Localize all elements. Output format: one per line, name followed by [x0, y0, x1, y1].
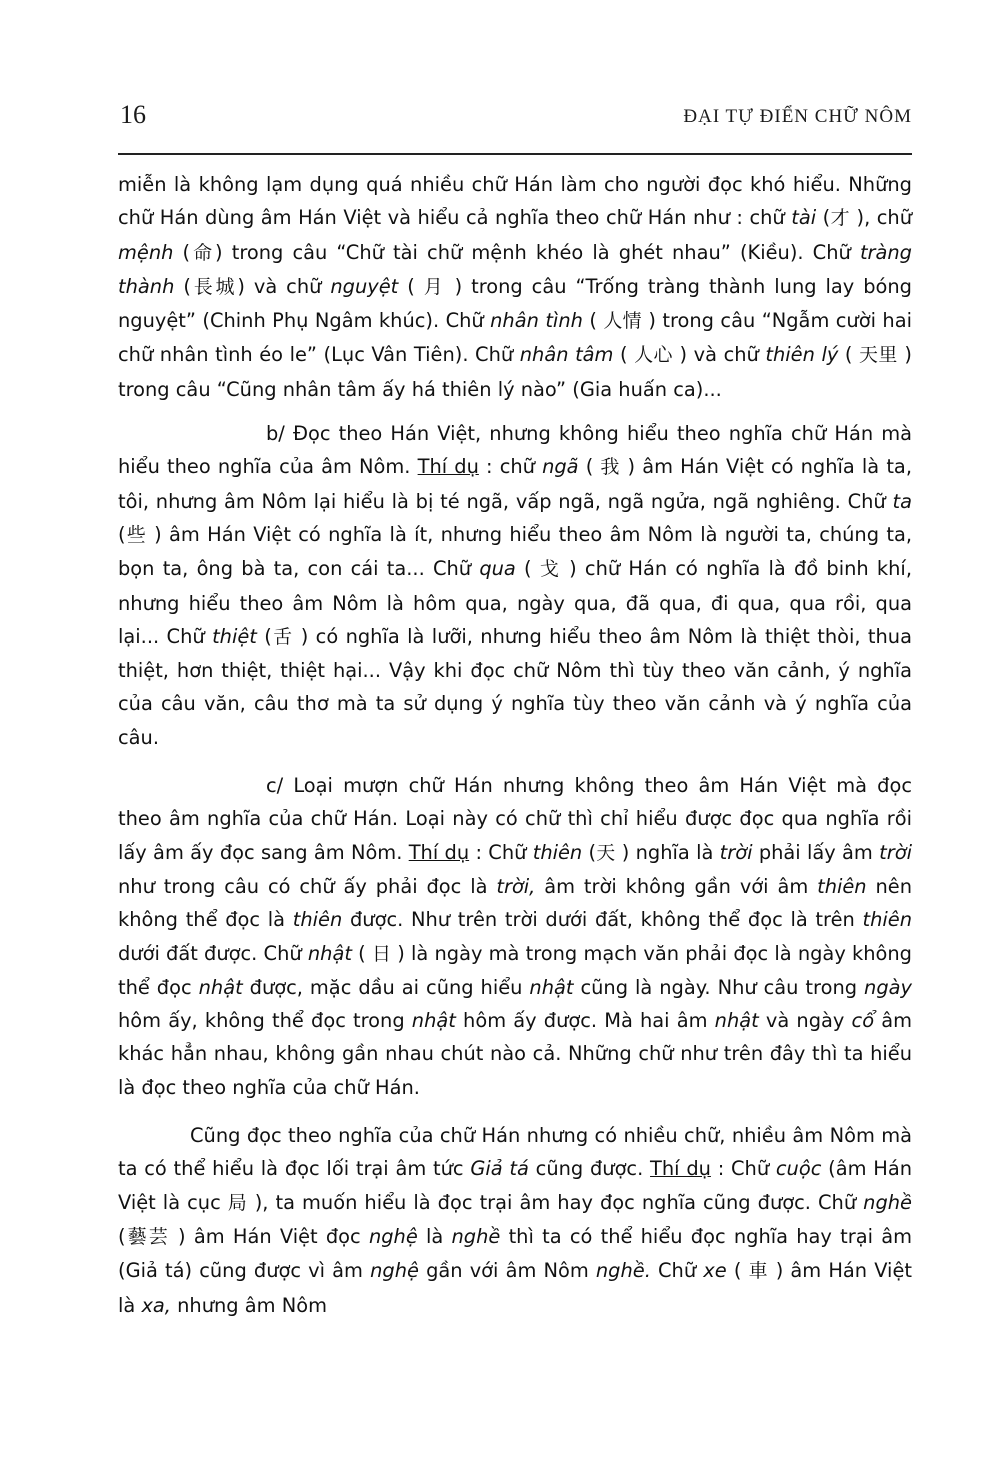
han-character: 車: [748, 1260, 769, 1283]
running-title: ĐẠI TỰ ĐIỂN CHỮ NÔM: [683, 106, 912, 127]
han-character: 戈: [539, 558, 561, 581]
paragraph-3: c/ Loại mượn chữ Hán nhưng không theo âm Hán Việt mà đọc theo âm nghĩa của chữ Hán. Loại này có chữ thì chỉ hiểu được đọc qua nghĩa rồi lấy âm ấy đọc sang âm Nôm. Thí dụ : Chữ thiên (天 ) nghĩa là trời phải lấy âm trời như trong câu có chữ ấy phải đọc là trời, âm trời không gần với âm thiên nên không thể đọc là thiên được. Như trên trời dưới đất, không thể đọc là trên thiên dưới đất được. Chữ nhật ( 日 ) là ngày mà trong mạch văn phải đọc là ngày không thể đọc nhật được, mặc dầu ai cũng hiểu nhật cũng là ngày. Như câu trong ngày hôm ấy, không thể đọc trong nhật hôm ấy được. Mà hai âm nhật và ngày cổ âm khác hẳn nhau, không gần nhau chút nào cả. Những chữ như trên đây thì ta hiểu là đọc theo nghĩa của chữ Hán.: [118, 774, 913, 1099]
paragraph-2: b/ Đọc theo Hán Việt, nhưng không hiểu theo nghĩa chữ Hán mà hiểu theo nghĩa của âm Nôm. Thí dụ : chữ ngã ( 我 ) âm Hán Việt có nghĩa là ta, tôi, nhưng âm Nôm lại hiểu là bị té ngã, vấp ngã, ngã ngửa, ngã nghiêng. Chữ ta (些 ) âm Hán Việt có nghĩa là ít, nhưng hiểu theo âm Nôm là người ta, chúng ta, bọn ta, ông bà ta, con cái ta... Chữ qua ( 戈 ) chữ Hán có nghĩa là đồ binh khí, nhưng hiểu theo âm Nôm là hôm qua, ngày qua, đã qua, đi qua, qua rồi, qua lại... Chữ thiệt (舌 ) có nghĩa là lưỡi, nhưng hiểu theo âm Nôm là thiệt thòi, thua thiệt, hơn thiệt, thiệt hại... Vậy khi đọc chữ Nôm thì tùy theo văn cảnh, ý nghĩa của câu văn, câu thơ mà ta sử dụng ý nghĩa tùy theo văn cảnh và ý nghĩa của câu.: [118, 422, 912, 749]
page-body: [118, 168, 912, 1322]
han-character: 才: [830, 207, 850, 230]
han-character: 日: [371, 942, 392, 965]
han-character: 些: [125, 523, 147, 546]
header-rule: [118, 153, 912, 155]
han-character: 我: [600, 456, 621, 479]
han-character: 天: [596, 841, 616, 864]
han-character: 天里: [859, 344, 898, 367]
han-character: 人心: [634, 344, 673, 367]
han-character: 月: [423, 275, 446, 298]
han-character: 局: [227, 1191, 248, 1214]
han-character: 長城: [190, 275, 238, 298]
han-character: 藝芸: [125, 1225, 170, 1248]
han-character: 人情: [603, 310, 642, 333]
page-number: 16: [120, 100, 146, 129]
paragraph-4: Cũng đọc theo nghĩa của chữ Hán nhưng có nhiều chữ, nhiều âm Nôm mà ta có thể hiểu là đọc lối trại âm tức Giả tá cũng được. Thí dụ : Chữ cuộc (âm Hán Việt là cục 局 ), ta muốn hiểu là đọc trại âm hay đọc nghĩa cũng được. Chữ nghề (藝芸 ) âm Hán Việt đọc nghệ là nghề thì ta có thể hiểu đọc nghĩa hay trại âm (Giả tá) cũng được vì âm nghệ gần với âm Nôm nghề. Chữ xe ( 車 ) âm Hán Việt là xa, nhưng âm Nôm: [118, 1124, 912, 1317]
paragraph-1: miễn là không lạm dụng quá nhiều chữ Hán làm cho người đọc khó hiểu. Những chữ Hán dùng âm Hán Việt và hiểu cả nghĩa theo chữ Hán như : chữ tài (才 ), chữ mệnh (命) trong câu “Chữ tài chữ mệnh khéo là ghét nhau” (Kiều). Chữ tràng thành (長城) và chữ nguyệt ( 月 ) trong câu “Trống tràng thành lung lay bóng nguyệt” (Chinh Phụ Ngâm khúc). Chữ nhân tình ( 人情 ) trong câu “Ngẫm cười hai chữ nhân tình éo le” (Lục Vân Tiên). Chữ nhân tâm ( 人心 ) và chữ thiên lý ( 天里 ) trong câu “Cũng nhân tâm ấy há thiên lý nào” (Gia huấn ca)...: [118, 173, 912, 401]
han-character: 舌: [271, 625, 294, 648]
han-character: 命: [190, 241, 216, 264]
